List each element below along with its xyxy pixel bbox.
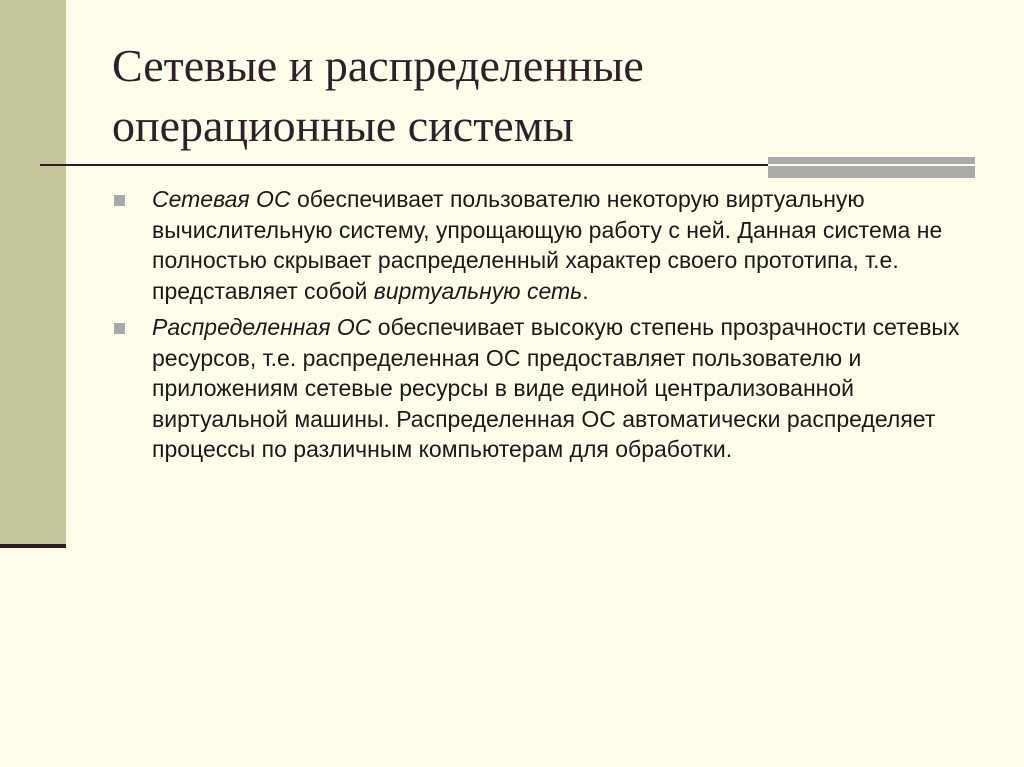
square-bullet-icon — [114, 323, 125, 334]
bullet-item-network-os — [112, 184, 982, 306]
slide-title-line-1: Сетевые и распределенные — [112, 40, 644, 91]
bullet-emphasis: виртуальную сеть — [373, 277, 583, 304]
side-band-divider — [0, 544, 66, 548]
slide-title-line-2: операционные системы — [112, 100, 574, 151]
bullet-term: Распределенная ОС — [152, 314, 372, 340]
square-bullet-icon — [114, 195, 125, 206]
slide-title — [112, 36, 644, 156]
bullet-item-distributed-os — [112, 312, 982, 465]
title-accent-bar-stripe — [768, 164, 975, 166]
title-accent-bar — [768, 157, 975, 178]
bullet-body: обеспечивает высокую степень прозрачности сетевых ресурсов, т.е. распределенная ОС предоставляет пользователю и приложениям сетевые ресурсы в виде единой централизованной виртуальной машины. Распределенная ОС автоматически распределяет процессы по различным компьютерам для обработки. — [152, 314, 960, 462]
bullet-text — [152, 186, 942, 304]
side-band — [0, 0, 66, 547]
bullet-tail: . — [582, 277, 589, 304]
bullet-text — [152, 314, 959, 462]
bullet-body: обеспечивает пользователю некоторую виртуальную вычислительную систему, упрощающую работу с ней. Данная система не полностью скрывает распределенный характер своего прототипа, т.е. представляет собой — [152, 186, 943, 304]
bullet-list — [112, 184, 982, 465]
bullet-term: Сетевая ОС — [152, 186, 291, 212]
title-underline — [40, 164, 768, 166]
